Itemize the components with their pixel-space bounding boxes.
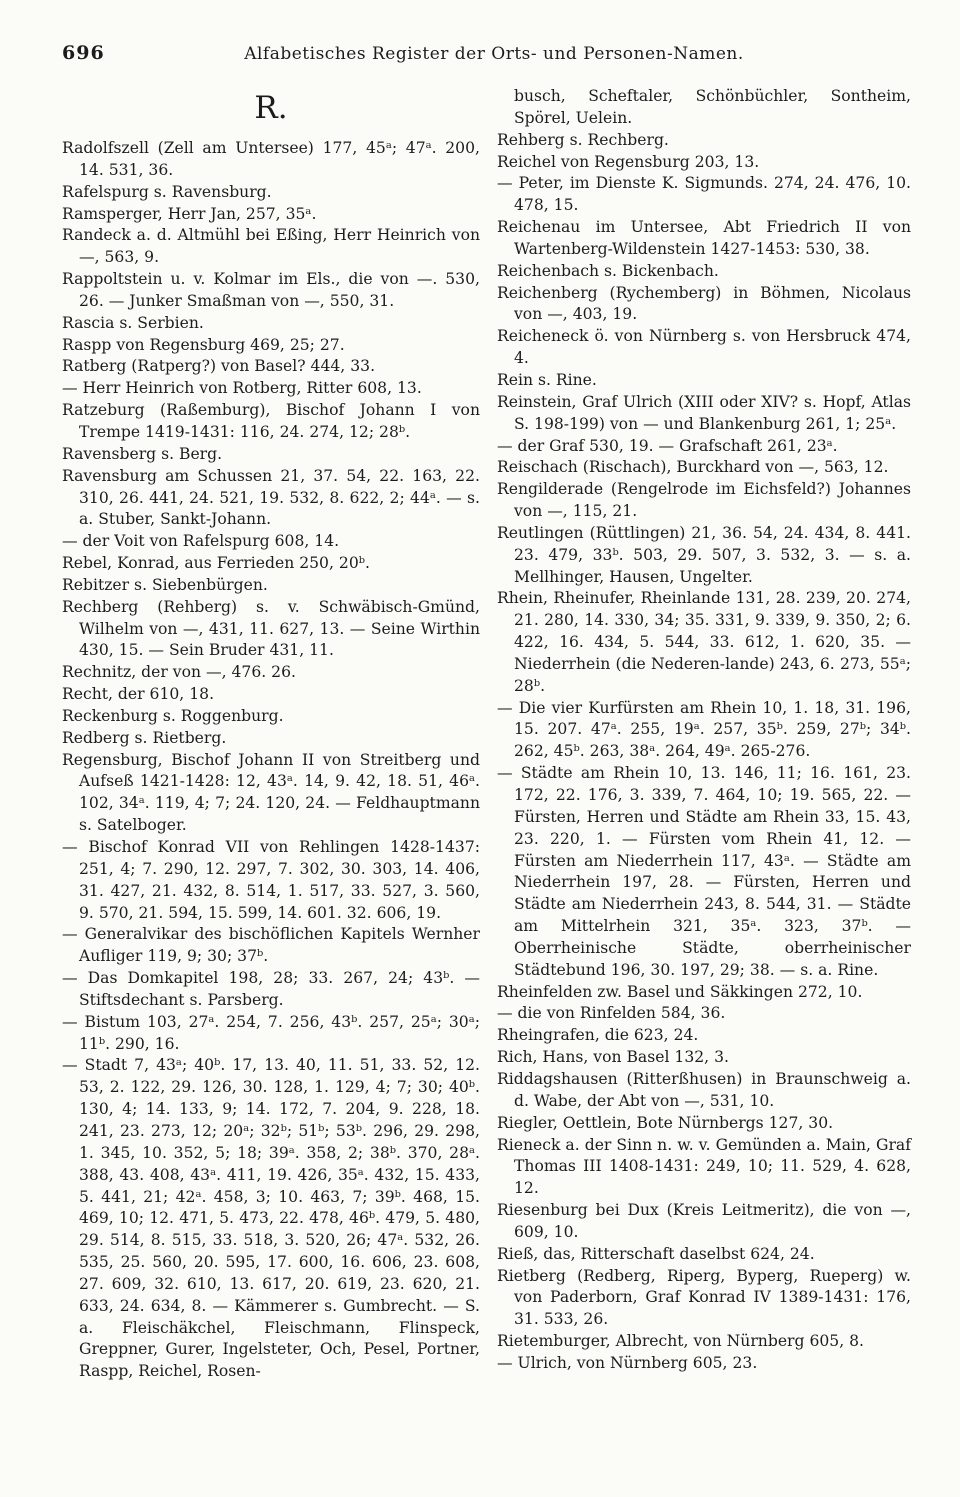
- index-entry: Rieneck a. der Sinn n. w. v. Gemünden a. Main, Graf Thomas III 1408-1431: 249, 10; 11. 529, 4. 628, 12.: [497, 1135, 911, 1198]
- index-entry: Rafelspurg s. Ravensburg.: [62, 182, 272, 201]
- index-entry: Rascia s. Serbien.: [62, 313, 204, 332]
- index-entry: Rheinfelden zw. Basel und Säkkingen 272, 10.: [497, 982, 863, 1001]
- index-entry: Ravensberg s. Berg.: [62, 444, 223, 463]
- index-entry: — Die vier Kurfürsten am Rhein 10, 1. 18, 31. 196, 15. 207. 47ᵃ. 255, 19ᵃ. 257, 35ᵇ. 259, 27ᵇ; 34ᵇ. 262, 45ᵇ. 263, 38ᵃ. 264, 49ᵃ. 265-276.: [497, 698, 911, 761]
- index-entry: — der Voit von Rafelspurg 608, 14.: [62, 532, 340, 551]
- index-entry: Regensburg, Bischof Johann II von Streitberg und Aufseß 1421-1428: 12, 43ᵃ. 14, 9. 42, 18. 51, 46ᵃ. 102, 34ᵃ. 119, 4; 7; 24. 120, 24. — Feldhauptmann s. Satelboger.: [62, 750, 480, 835]
- section-letter: R.: [254, 90, 288, 126]
- index-entry: Randeck a. d. Altmühl bei Eßing, Herr Heinrich von —, 563, 9.: [62, 226, 480, 267]
- index-entry: Rietberg (Redberg, Riperg, Byperg, Rueperg) w. von Paderborn, Graf Konrad IV 1389-1431: 176, 31. 533, 26.: [497, 1266, 911, 1329]
- index-entry: — der Graf 530, 19. — Grafschaft 261, 23ᵃ.: [497, 436, 838, 455]
- continued-entry: busch, Scheftaler, Schönbüchler, Sontheim, Spörel, Uelein.: [514, 87, 911, 127]
- index-entry: — Bischof Konrad VII von Rehlingen 1428-1437: 251, 4; 7. 290, 12. 297, 7. 302, 30. 303, 14. 406, 31. 427, 21. 432, 8. 514, 1. 517, 33. 527, 3. 560, 9. 570, 21. 594, 15. 599, 14. 601. 32. 606, 19.: [62, 838, 480, 922]
- index-entry: Ramsperger, Herr Jan, 257, 35ᵃ.: [62, 204, 317, 223]
- index-entry: Rich, Hans, von Basel 132, 3.: [497, 1048, 729, 1067]
- index-entry: Rebitzer s. Siebenbürgen.: [62, 575, 268, 594]
- index-entry: Riesenburg bei Dux (Kreis Leitmeritz), die von —, 609, 10.: [497, 1201, 911, 1241]
- index-entry: Rheingrafen, die 623, 24.: [497, 1026, 699, 1045]
- index-entry: Rein s. Rine.: [497, 370, 597, 389]
- index-entry: Reichenbach s. Bickenbach.: [497, 261, 719, 280]
- index-entry: Reckenburg s. Roggenburg.: [62, 706, 284, 725]
- right-column: [497, 86, 911, 1375]
- index-entry: Rhein, Rheinufer, Rheinlande 131, 28. 239, 20. 274, 21. 280, 14. 330, 34; 35. 331, 9. 339, 9. 350, 2; 6. 422, 16. 434, 5. 544, 33. 612, 1. 620, 35. — Niederrhein (die Nederen-lande) 243, 6. 273, 55ᵃ; 28ᵇ.: [497, 589, 911, 695]
- index-entry: Rappoltstein u. v. Kolmar im Els., die von —. 530, 26. — Junker Smaßman von —, 550, 31.: [62, 270, 480, 310]
- index-entry: Rebel, Konrad, aus Ferrieden 250, 20ᵇ.: [62, 554, 370, 573]
- index-entry: — Bistum 103, 27ᵃ. 254, 7. 256, 43ᵇ. 257, 25ᵃ; 30ᵃ; 11ᵇ. 290, 16.: [62, 1012, 480, 1053]
- index-entry: — Generalvikar des bischöflichen Kapitels Wernher Aufliger 119, 9; 30; 37ᵇ.: [62, 925, 480, 966]
- running-title: Alfabetisches Register der Orts- und Personen-Namen.: [244, 44, 744, 64]
- index-entry: Rengilderade (Rengelrode im Eichsfeld?) Johannes von —, 115, 21.: [497, 480, 911, 521]
- index-entry: Ratzeburg (Raßemburg), Bischof Johann I von Trempe 1419-1431: 116, 24. 274, 12; 28ᵇ.: [62, 401, 480, 441]
- index-entry: Ratberg (Ratperg?) von Basel? 444, 33.: [62, 357, 376, 376]
- page-header: [62, 42, 926, 72]
- index-entry: Reinstein, Graf Ulrich (XIII oder XIV? s. Hopf, Atlas S. 198-199) von — und Blankenburg 261, 1; 25ᵃ.: [497, 392, 911, 433]
- left-entries: [62, 138, 480, 1383]
- index-entry: — Peter, im Dienste K. Sigmunds. 274, 24. 476, 10. 478, 15.: [497, 174, 911, 215]
- page-number: 696: [62, 42, 105, 64]
- index-entry: Rechberg (Rehberg) s. v. Schwäbisch-Gmünd, Wilhelm von —, 431, 11. 627, 13. — Seine Wirthin 430, 15. — Sein Bruder 431, 11.: [62, 597, 480, 660]
- index-entry: Radolfszell (Zell am Untersee) 177, 45ᵃ; 47ᵃ. 200, 14. 531, 36.: [62, 139, 480, 179]
- index-entry: — Das Domkapitel 198, 28; 33. 267, 24; 43ᵇ. — Stiftsdechant s. Parsberg.: [62, 969, 480, 1009]
- index-entry: Reischach (Rischach), Burckhard von —, 563, 12.: [497, 458, 889, 477]
- index-entry: Reichel von Regensburg 203, 13.: [497, 152, 760, 171]
- index-entry: Reicheneck ö. von Nürnberg s. von Hersbruck 474, 4.: [497, 327, 911, 368]
- index-entry: — die von Rinfelden 584, 36.: [497, 1004, 726, 1023]
- index-entry: Redberg s. Rietberg.: [62, 728, 227, 747]
- index-entry: Rehberg s. Rechberg.: [497, 130, 669, 149]
- index-entry: Ravensburg am Schussen 21, 37. 54, 22. 163, 22. 310, 26. 441, 24. 521, 19. 532, 8. 622, 2; 44ᵃ. — s. a. Stuber, Sankt-Johann.: [62, 466, 480, 529]
- index-entry: Reutlingen (Rüttlingen) 21, 36. 54, 24. 434, 8. 441. 23. 479, 33ᵇ. 503, 29. 507, 3. 532, 3. — s. a. Mellhinger, Hausen, Ungelter.: [497, 523, 911, 586]
- left-column: [62, 86, 480, 1383]
- index-entry: Reichenau im Untersee, Abt Friedrich II von Wartenberg-Wildenstein 1427-1453: 530, 38.: [497, 218, 911, 258]
- index-entry: Rechnitz, der von —, 476. 26.: [62, 663, 296, 682]
- index-entry: — Stadt 7, 43ᵃ; 40ᵇ. 17, 13. 40, 11. 51, 33. 52, 12. 53, 2. 122, 29. 126, 30. 128, 1. 129, 4; 7; 30; 40ᵇ. 130, 4; 14. 133, 9; 14. 172, 7. 204, 9. 228, 18. 241, 23. 273, 12; 20ᵃ; 32ᵇ; 51ᵇ; 53ᵇ. 296, 29. 298, 1. 345, 10. 352, 5; 18; 39ᵃ. 358, 2; 38ᵇ. 370, 28ᵃ. 388, 43. 408, 43ᵃ. 411, 19. 426, 35ᵃ. 432, 15. 433, 5. 441, 21; 42ᵃ. 458, 3; 10. 463, 7; 39ᵇ. 468, 15. 469, 10; 12. 471, 5. 473, 22. 478, 46ᵇ. 479, 5. 480, 29. 514, 8. 515, 33. 518, 3. 520, 26; 47ᵃ. 532, 26. 535, 25. 560, 20. 595, 17. 600, 16. 606, 23. 608, 27. 609, 32. 610, 13. 617, 20. 619, 23. 620, 21. 633, 24. 634, 8. — Kämmerer s. Gumbrecht. — S. a. Fleischäkchel, Fleischmann, Flinspeck, Greppner, Gurer, Ingelsteter, Och, Pesel, Portner, Raspp, Reichel, Rosen-: [62, 1056, 480, 1381]
- index-entry: Recht, der 610, 18.: [62, 685, 215, 704]
- index-entry: Rieß, das, Ritterschaft daselbst 624, 24.: [497, 1244, 815, 1263]
- index-entry: Riegler, Oettlein, Bote Nürnbergs 127, 30.: [497, 1113, 834, 1132]
- index-entry: Rietemburger, Albrecht, von Nürnberg 605, 8.: [497, 1332, 864, 1351]
- index-entry: — Herr Heinrich von Rotberg, Ritter 608, 13.: [62, 379, 422, 398]
- index-entry: Reichenberg (Rychemberg) in Böhmen, Nicolaus von —, 403, 19.: [497, 283, 911, 324]
- index-entry: — Ulrich, von Nürnberg 605, 23.: [497, 1353, 758, 1372]
- index-entry: Raspp von Regensburg 469, 25; 27.: [62, 335, 345, 354]
- right-entries: [497, 130, 911, 1375]
- index-entry: — Städte am Rhein 10, 13. 146, 11; 16. 161, 23. 172, 22. 176, 3. 339, 7. 464, 10; 19. 565, 22. — Fürsten, Herren und Städte am Rhein 33, 15. 43, 23. 220, 1. — Fürsten vom Rhein 41, 12. — Fürsten am Niederrhein 117, 43ᵃ. — Städte am Niederrhein 197, 28. — Fürsten, Herren und Städte am Niederrhein 243, 8. 544, 31. — Städte am Mittelrhein 321, 35ᵃ. 323, 37ᵇ. — Oberrheinische Städte, oberrheinischer Städtebund 196, 30. 197, 29; 38. — s. a. Rine.: [497, 764, 911, 979]
- index-entry: Riddagshausen (Ritterßhusen) in Braunschweig a. d. Wabe, der Abt von —, 531, 10.: [497, 1069, 911, 1110]
